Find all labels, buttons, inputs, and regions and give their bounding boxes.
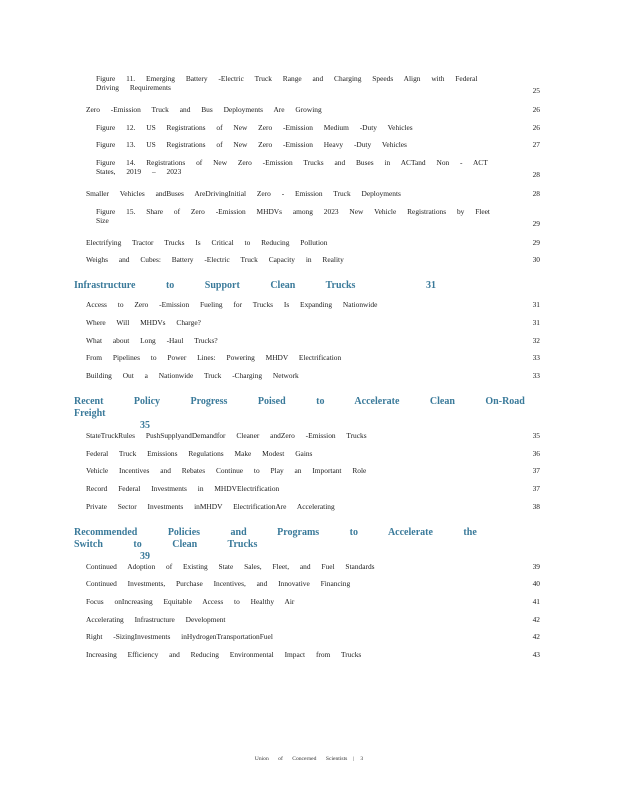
toc-entry-label: Vehicle Incentives and Rebates Continue to Play an Important Role (86, 466, 367, 475)
toc-entry[interactable] (86, 632, 540, 641)
toc-entry-label: Record Federal Investments in MHDVElectrification (86, 484, 280, 493)
toc-figure-entry[interactable] (96, 123, 540, 132)
toc-entry[interactable] (86, 650, 540, 659)
toc-entry-page: 38 (532, 502, 540, 511)
toc-entry[interactable] (86, 371, 540, 380)
toc-entry[interactable] (86, 318, 540, 327)
toc-entry-label: Zero -Emission Truck and Bus Deployments Are Growing (86, 105, 322, 114)
toc-figure-entry[interactable] (96, 140, 540, 149)
toc-entry-label: Figure 15. Share of Zero -Emission MHDVs among 2023 New Vehicle Registrations by Fleet Size (96, 207, 490, 225)
toc-heading-label: Recent Policy Progress Poised to Accelerate Clean On-Road Freight (74, 396, 525, 419)
toc-entry[interactable] (86, 300, 540, 309)
toc-entry-page: 31 (532, 318, 540, 327)
toc-entry-label: Figure 14. Registrations of New Zero -Emission Trucks and Buses in ACTand Non - ACT States, 2019 – 2023 (96, 158, 488, 176)
toc-entry-page: 40 (532, 579, 540, 588)
toc-heading-page: 31 (425, 280, 436, 291)
toc-entry[interactable] (86, 579, 540, 588)
toc-entry-page: 27 (532, 140, 540, 149)
toc-entry[interactable] (86, 105, 540, 114)
toc-heading-page: 39 (140, 551, 150, 562)
toc-entry-page: 39 (532, 562, 540, 571)
toc-entry[interactable] (86, 449, 540, 458)
toc-entry-page: 26 (532, 105, 540, 114)
toc-entry-label: Accelerating Infrastructure Development (86, 615, 226, 624)
toc-entry-page: 29 (532, 219, 540, 228)
toc-entry-page: 30 (532, 255, 540, 264)
toc-entry-label: Smaller Vehicles andBuses AreDrivingInitial Zero - Emission Truck Deployments (86, 189, 401, 198)
toc-entry-label: Focus onIncreasing Equitable Access to Healthy Air (86, 597, 295, 606)
toc-entry-page: 28 (532, 170, 540, 179)
toc-entry-label: Where Will MHDVs Charge? (86, 318, 201, 327)
toc-entry-label: Increasing Efficiency and Reducing Environmental Impact from Trucks (86, 650, 362, 659)
toc-entry-page: 41 (532, 597, 540, 606)
toc-section-heading[interactable] (74, 280, 534, 292)
toc-entry-label: What about Long -Haul Trucks? (86, 336, 218, 345)
toc-entry-page: 26 (532, 123, 540, 132)
toc-entry[interactable] (86, 562, 540, 571)
toc-entry[interactable] (86, 189, 540, 198)
footer-separator: | (353, 756, 355, 762)
toc-entry-label: Right -SizingInvestments inHydrogenTransportationFuel (86, 632, 273, 641)
toc-heading-label: Infrastructure to Support Clean Trucks (74, 280, 356, 291)
toc-figure-entry[interactable] (96, 74, 540, 95)
toc-entry-page: 35 (532, 431, 540, 440)
toc-entry-page: 25 (532, 86, 540, 95)
toc-entry-label: Weighs and Cubes: Battery -Electric Truck Capacity in Reality (86, 255, 344, 264)
toc-entry[interactable] (86, 431, 540, 440)
toc-heading-page: 35 (140, 420, 150, 431)
toc-entry-label: Electrifying Tractor Trucks Is Critical to Reducing Pollution (86, 238, 328, 247)
toc-entry-page: 33 (532, 371, 540, 380)
toc-entry-label: Federal Truck Emissions Regulations Make Modest Gains (86, 449, 313, 458)
toc-entry-label: Figure 11. Emerging Battery -Electric Truck Range and Charging Speeds Align with Federal Driving Requirements (96, 74, 478, 92)
toc-entry-label: Continued Investments, Purchase Incentives, and Innovative Financing (86, 579, 351, 588)
toc-entry-page: 42 (532, 615, 540, 624)
toc-entry[interactable] (86, 502, 540, 511)
toc-entry-label: Figure 13. US Registrations of New Zero -Emission Heavy -Duty Vehicles (96, 140, 407, 149)
toc-entry-page: 32 (532, 336, 540, 345)
toc-entry-label: From Pipelines to Power Lines: Powering MHDV Electrification (86, 353, 342, 362)
toc-heading-label: Recommended Policies and Programs to Accelerate the Switch to Clean Trucks (74, 527, 477, 550)
toc-entry[interactable] (86, 466, 540, 475)
toc-entry-page: 37 (532, 484, 540, 493)
toc-entry[interactable] (86, 336, 540, 345)
toc-entry-label: Private Sector Investments inMHDV ElectrificationAre Accelerating (86, 502, 335, 511)
toc-entry-page: 36 (532, 449, 540, 458)
toc-entry-page: 37 (532, 466, 540, 475)
toc-section-heading[interactable] (74, 527, 534, 563)
toc-entry[interactable] (86, 484, 540, 493)
toc-entry-page: 33 (532, 353, 540, 362)
toc-entry-label: Access to Zero -Emission Fueling for Trucks Is Expanding Nationwide (86, 300, 378, 309)
toc-entry[interactable] (86, 615, 540, 624)
toc-figure-entry[interactable] (96, 207, 540, 228)
toc-entry-page: 29 (532, 238, 540, 247)
toc-entry-page: 28 (532, 189, 540, 198)
toc-figure-entry[interactable] (96, 158, 540, 179)
toc-entry-page: 31 (532, 300, 540, 309)
footer-page-number: 3 (360, 756, 364, 762)
toc-entry-label: StateTruckRules PushSupplyandDemandfor Cleaner andZero -Emission Trucks (86, 431, 367, 440)
toc-entry-page: 43 (532, 650, 540, 659)
footer-org: Union of Concerned Scientists (254, 756, 348, 762)
toc-entry[interactable] (86, 353, 540, 362)
toc-entry[interactable] (86, 238, 540, 247)
toc-section-heading[interactable] (74, 396, 534, 432)
toc-entry-label: Continued Adoption of Existing State Sales, Fleet, and Fuel Standards (86, 562, 375, 571)
page-footer (0, 756, 618, 762)
toc-entry-label: Building Out a Nationwide Truck -Charging Network (86, 371, 299, 380)
toc-entry-label: Figure 12. US Registrations of New Zero -Emission Medium -Duty Vehicles (96, 123, 413, 132)
toc-entry-page: 42 (532, 632, 540, 641)
toc-entry[interactable] (86, 255, 540, 264)
toc-entry[interactable] (86, 597, 540, 606)
